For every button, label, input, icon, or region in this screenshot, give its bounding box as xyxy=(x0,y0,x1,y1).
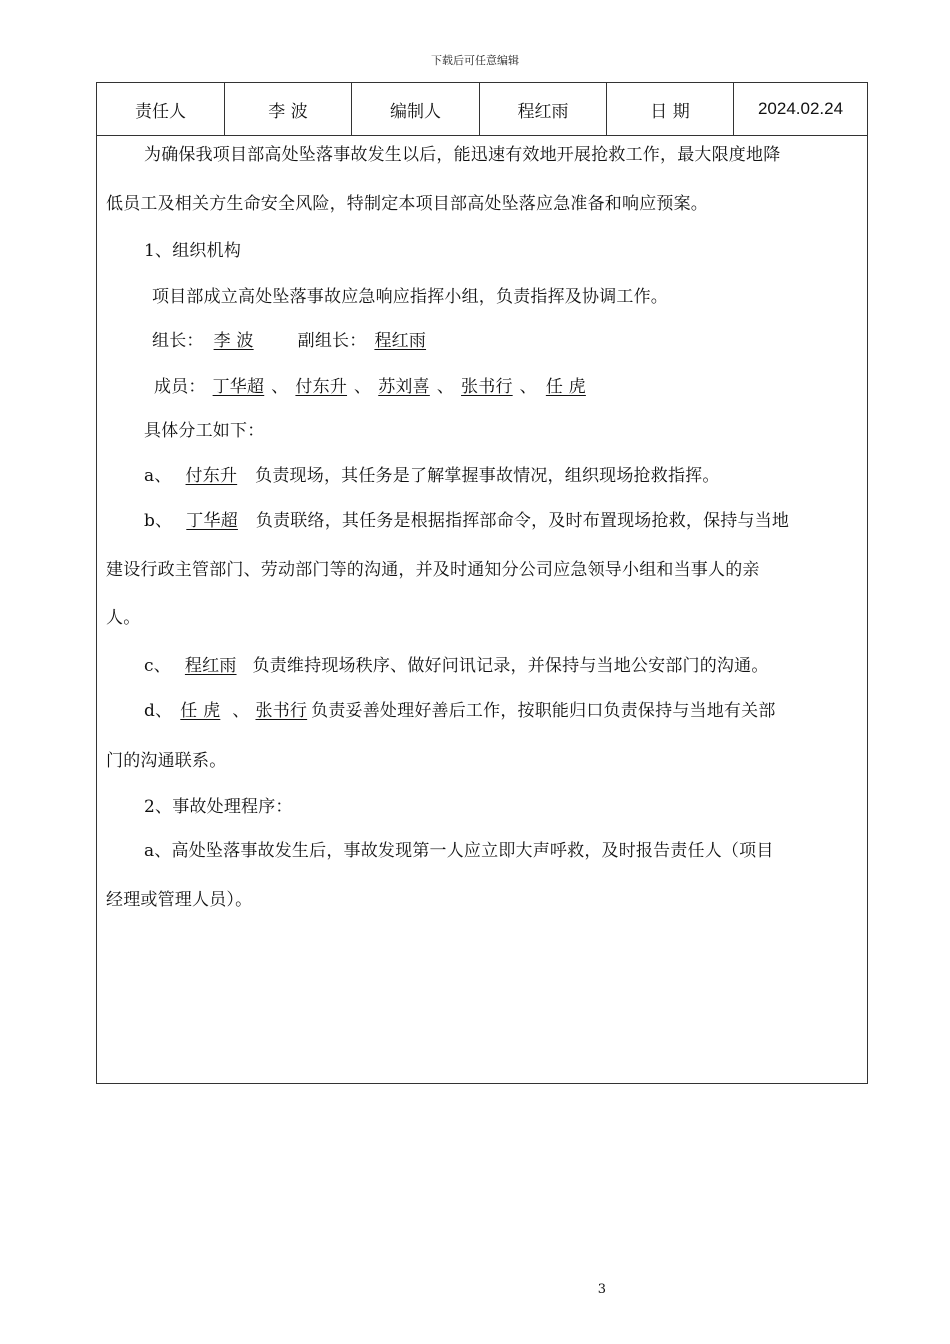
intro-line-2: 低员工及相关方生命安全风险，特制定本项目部高处坠落应急准备和响应预案。 xyxy=(106,194,708,214)
label-responsible: 责任人 xyxy=(97,83,225,135)
duty-b-2: 建设行政主管部门、劳动部门等的沟通，并及时通知分公司应急领导小组和当事人的亲 xyxy=(106,560,760,580)
section1-setup: 项目部成立高处坠落事故应急响应指挥小组，负责指挥及协调工作。 xyxy=(152,287,668,307)
duty-c-name: 程红雨 xyxy=(184,656,237,676)
date-value: 2024.02.24 xyxy=(757,99,844,118)
member-sep: 、 xyxy=(519,377,537,397)
intro-line-1: 为确保我项目部高处坠落事故发生以后，能迅速有效地开展抢救工作，最大限度地降 xyxy=(144,145,781,165)
plan-table xyxy=(96,82,868,1084)
responsible-value: 李 波 xyxy=(225,83,352,135)
duty-b-3: 人。 xyxy=(106,608,141,628)
section2-a-1: a、高处坠落事故发生后，事故发现第一人应立即大声呼救，及时报告责任人（项目 xyxy=(144,841,774,861)
duty-c xyxy=(144,651,769,676)
duty-b-1 xyxy=(144,506,789,531)
duty-d-1 xyxy=(144,696,776,721)
section2-a-2: 经理或管理人员）。 xyxy=(106,890,253,910)
member-name: 苏刘喜 xyxy=(378,377,430,397)
member-name: 张书行 xyxy=(461,377,513,397)
table-header-row xyxy=(97,83,867,136)
page-number: 3 xyxy=(597,1282,606,1297)
deputy-label: 副组长： xyxy=(297,331,367,351)
label-date: 日 期 xyxy=(607,83,734,135)
leader-label: 组长： xyxy=(152,331,204,351)
member-sep: 、 xyxy=(271,377,289,397)
duty-a xyxy=(144,461,720,486)
duty-b-name: 丁华超 xyxy=(186,511,238,531)
members-line xyxy=(154,372,595,397)
leader-name: 李 波 xyxy=(213,331,254,351)
member-name: 任 虎 xyxy=(545,377,586,397)
section1-heading: 1、组织机构 xyxy=(144,241,242,261)
member-name: 丁华超 xyxy=(212,377,265,397)
duty-c-text: 负责维持现场秩序、做好问讯记录，并保持与当地公安部门的沟通。 xyxy=(252,656,769,676)
duty-c-prefix: c、 xyxy=(144,656,171,676)
division-heading: 具体分工如下： xyxy=(144,421,265,441)
member-name: 付东升 xyxy=(295,377,348,397)
duty-d-sep: 、 xyxy=(232,701,250,721)
duty-a-prefix: a、 xyxy=(144,466,172,486)
editor-value: 程红雨 xyxy=(480,83,607,135)
header-note: 下载后可任意编辑 xyxy=(431,54,519,67)
deputy-name: 程红雨 xyxy=(374,331,427,351)
section2-heading: 2、事故处理程序： xyxy=(144,797,293,817)
member-sep: 、 xyxy=(354,377,372,397)
duty-d-name-2: 张书行 xyxy=(255,701,308,721)
leader-line xyxy=(152,326,434,351)
duty-a-name: 付东升 xyxy=(185,466,238,486)
duty-b-prefix: b、 xyxy=(144,511,173,531)
duty-d-2: 门的沟通联系。 xyxy=(106,751,227,771)
duty-d-name-1: 任 虎 xyxy=(180,701,221,721)
member-sep: 、 xyxy=(436,377,455,397)
duty-a-text: 负责现场，其任务是了解掌握事故情况，组织现场抢救指挥。 xyxy=(255,466,720,486)
members-label: 成员： xyxy=(154,377,206,397)
duty-b-text-1: 负责联络，其任务是根据指挥部命令，及时布置现场抢救，保持与当地 xyxy=(255,511,790,531)
duty-d-text-1: 负责妥善处理好善后工作，按职能归口负责保持与当地有关部 xyxy=(311,701,776,721)
label-editor: 编制人 xyxy=(352,83,480,135)
duty-d-prefix: d、 xyxy=(144,701,173,721)
